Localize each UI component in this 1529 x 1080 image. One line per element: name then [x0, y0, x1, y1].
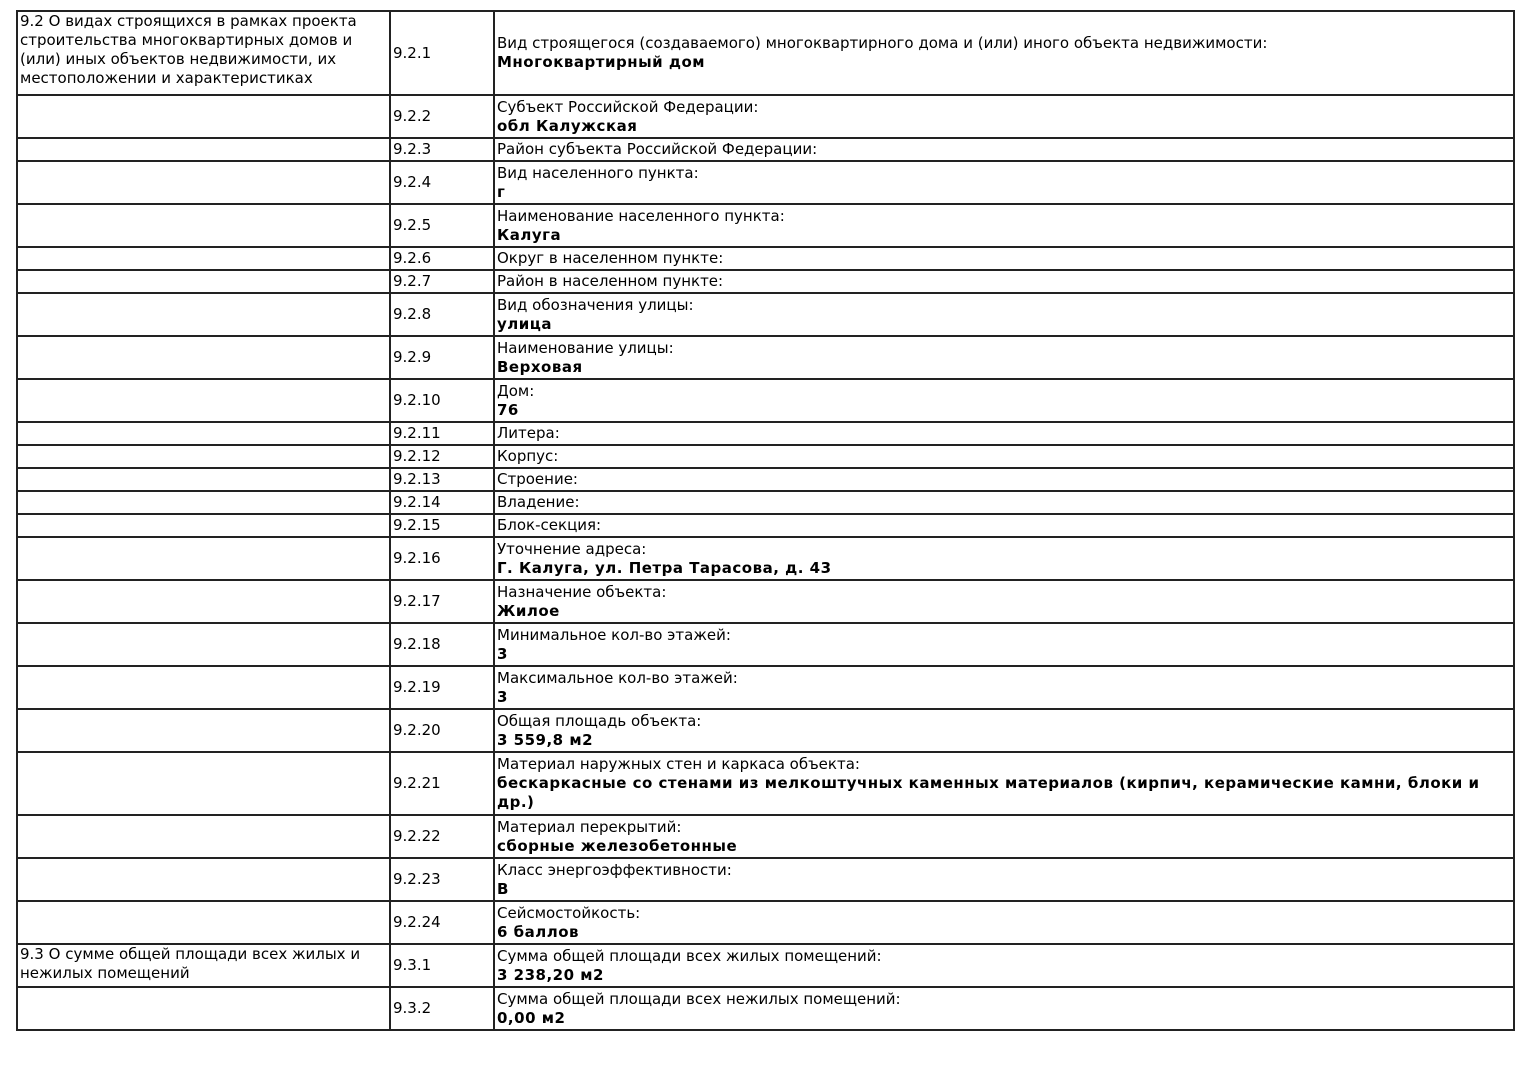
- section-cell-empty: [17, 580, 390, 623]
- item-content: [494, 815, 1514, 858]
- item-value: бескаркасные со стенами из мелкоштучных каменных материалов (кирпич, керамические камни, блоки и др.): [497, 774, 1480, 811]
- item-value: г: [497, 182, 506, 201]
- table-row: [17, 491, 1514, 514]
- table-row: [17, 445, 1514, 468]
- item-label: Максимальное кол-во этажей:: [497, 668, 738, 687]
- item-code: 9.2.14: [390, 491, 494, 514]
- item-content: [494, 11, 1514, 95]
- item-code: 9.2.8: [390, 293, 494, 336]
- item-label: Район в населенном пункте:: [497, 272, 724, 290]
- item-label: Наименование населенного пункта:: [497, 206, 785, 225]
- item-content: [494, 445, 1514, 468]
- item-label: Строение:: [497, 470, 578, 488]
- item-code: 9.2.2: [390, 95, 494, 138]
- item-content: [494, 987, 1514, 1030]
- item-label: Уточнение адреса:: [497, 539, 647, 558]
- section-title: 9.2 О видах строящихся в рамках проекта строительства многоквартирных домов и (или) иных объектов недвижимости, их местоположении и характеристиках: [17, 11, 390, 95]
- item-value: 0,00 м2: [497, 1008, 566, 1027]
- item-value: Верховая: [497, 357, 583, 376]
- table-row: [17, 815, 1514, 858]
- table-row: [17, 580, 1514, 623]
- item-code: 9.2.9: [390, 336, 494, 379]
- item-content: [494, 95, 1514, 138]
- item-label: Вид обозначения улицы:: [497, 295, 694, 314]
- item-value: 3: [497, 644, 508, 663]
- item-value: 3 238,20 м2: [497, 965, 604, 984]
- table-row: [17, 336, 1514, 379]
- table-row: [17, 901, 1514, 944]
- section-cell-empty: [17, 468, 390, 491]
- item-code: 9.2.10: [390, 379, 494, 422]
- item-content: [494, 537, 1514, 580]
- section-cell-empty: [17, 293, 390, 336]
- item-code: 9.2.16: [390, 537, 494, 580]
- item-value: обл Калужская: [497, 116, 638, 135]
- section-cell-empty: [17, 138, 390, 161]
- table-row: [17, 666, 1514, 709]
- section-cell-empty: [17, 815, 390, 858]
- table-row: [17, 247, 1514, 270]
- item-code: 9.2.4: [390, 161, 494, 204]
- item-code: 9.3.2: [390, 987, 494, 1030]
- item-code: 9.2.13: [390, 468, 494, 491]
- section-cell-empty: [17, 336, 390, 379]
- item-content: [494, 944, 1514, 987]
- section-cell-empty: [17, 422, 390, 445]
- item-code: 9.2.1: [390, 11, 494, 95]
- item-code: 9.2.22: [390, 815, 494, 858]
- item-value: 3: [497, 687, 508, 706]
- item-code: 9.2.15: [390, 514, 494, 537]
- item-label: Владение:: [497, 493, 580, 511]
- item-content: [494, 379, 1514, 422]
- table-row: [17, 293, 1514, 336]
- table-row: [17, 537, 1514, 580]
- item-code: 9.2.12: [390, 445, 494, 468]
- item-label: Сумма общей площади всех жилых помещений:: [497, 946, 882, 965]
- table-row: [17, 944, 1514, 987]
- item-content: [494, 491, 1514, 514]
- section-cell-empty: [17, 514, 390, 537]
- item-value: Г. Калуга, ул. Петра Тарасова, д. 43: [497, 558, 832, 577]
- item-value: Жилое: [497, 601, 560, 620]
- item-label: Сейсмостойкость:: [497, 903, 641, 922]
- item-label: Общая площадь объекта:: [497, 711, 702, 730]
- item-label: Назначение объекта:: [497, 582, 667, 601]
- item-content: [494, 709, 1514, 752]
- item-content: [494, 468, 1514, 491]
- table-row: [17, 270, 1514, 293]
- item-value: В: [497, 879, 509, 898]
- item-code: 9.2.3: [390, 138, 494, 161]
- table-row: [17, 138, 1514, 161]
- item-label: Дом:: [497, 381, 535, 400]
- item-code: 9.2.24: [390, 901, 494, 944]
- item-code: 9.2.7: [390, 270, 494, 293]
- item-content: [494, 666, 1514, 709]
- item-code: 9.2.18: [390, 623, 494, 666]
- table-row: [17, 468, 1514, 491]
- item-code: 9.2.23: [390, 858, 494, 901]
- section-cell-empty: [17, 666, 390, 709]
- item-label: Литера:: [497, 424, 560, 442]
- item-code: 9.2.11: [390, 422, 494, 445]
- table-row: [17, 379, 1514, 422]
- item-label: Субъект Российской Федерации:: [497, 97, 759, 116]
- item-label: Вид строящегося (создаваемого) многоквартирного дома и (или) иного объекта недвижимости:: [497, 34, 1268, 52]
- item-value: Многоквартирный дом: [497, 53, 706, 71]
- table-row: [17, 161, 1514, 204]
- item-code: 9.2.6: [390, 247, 494, 270]
- item-content: [494, 858, 1514, 901]
- item-label: Район субъекта Российской Федерации:: [497, 140, 818, 158]
- section-cell-empty: [17, 752, 390, 815]
- item-value: 76: [497, 400, 519, 419]
- declaration-table: [16, 10, 1515, 1031]
- item-content: [494, 161, 1514, 204]
- item-code: 9.2.20: [390, 709, 494, 752]
- item-label: Сумма общей площади всех нежилых помещений:: [497, 989, 901, 1008]
- item-content: [494, 204, 1514, 247]
- table-row: [17, 623, 1514, 666]
- item-label: Минимальное кол-во этажей:: [497, 625, 731, 644]
- table-row: [17, 422, 1514, 445]
- item-code: 9.2.17: [390, 580, 494, 623]
- section-cell-empty: [17, 379, 390, 422]
- item-content: [494, 580, 1514, 623]
- item-content: [494, 138, 1514, 161]
- item-content: [494, 514, 1514, 537]
- item-label: Корпус:: [497, 447, 559, 465]
- item-code: 9.3.1: [390, 944, 494, 987]
- item-label: Блок-секция:: [497, 516, 602, 534]
- section-cell-empty: [17, 491, 390, 514]
- item-content: [494, 623, 1514, 666]
- item-value: сборные железобетонные: [497, 836, 738, 855]
- section-title: 9.3 О сумме общей площади всех жилых и нежилых помещений: [17, 944, 390, 987]
- section-cell-empty: [17, 623, 390, 666]
- table-row: [17, 11, 1514, 95]
- table-row: [17, 987, 1514, 1030]
- section-cell-empty: [17, 709, 390, 752]
- table-row: [17, 514, 1514, 537]
- table-row: [17, 204, 1514, 247]
- item-content: [494, 293, 1514, 336]
- table-row: [17, 858, 1514, 901]
- section-cell-empty: [17, 95, 390, 138]
- item-content: [494, 247, 1514, 270]
- item-value: улица: [497, 314, 553, 333]
- item-label: Материал перекрытий:: [497, 817, 682, 836]
- item-content: [494, 270, 1514, 293]
- section-cell-empty: [17, 247, 390, 270]
- item-code: 9.2.21: [390, 752, 494, 815]
- item-value: 3 559,8 м2: [497, 730, 594, 749]
- item-code: 9.2.19: [390, 666, 494, 709]
- item-content: [494, 422, 1514, 445]
- table-row: [17, 752, 1514, 815]
- item-value: Калуга: [497, 225, 562, 244]
- item-label: Округ в населенном пункте:: [497, 249, 724, 267]
- section-cell-empty: [17, 901, 390, 944]
- section-cell-empty: [17, 445, 390, 468]
- item-value: 6 баллов: [497, 922, 580, 941]
- table-row: [17, 95, 1514, 138]
- item-content: [494, 336, 1514, 379]
- item-content: [494, 901, 1514, 944]
- section-cell-empty: [17, 270, 390, 293]
- table-row: [17, 709, 1514, 752]
- section-cell-empty: [17, 204, 390, 247]
- item-label: Наименование улицы:: [497, 338, 674, 357]
- section-cell-empty: [17, 537, 390, 580]
- section-cell-empty: [17, 858, 390, 901]
- item-label: Материал наружных стен и каркаса объекта:: [497, 755, 860, 773]
- item-label: Вид населенного пункта:: [497, 163, 699, 182]
- section-cell-empty: [17, 161, 390, 204]
- section-cell-empty: [17, 987, 390, 1030]
- item-label: Класс энергоэффективности:: [497, 860, 732, 879]
- item-code: 9.2.5: [390, 204, 494, 247]
- item-content: [494, 752, 1514, 815]
